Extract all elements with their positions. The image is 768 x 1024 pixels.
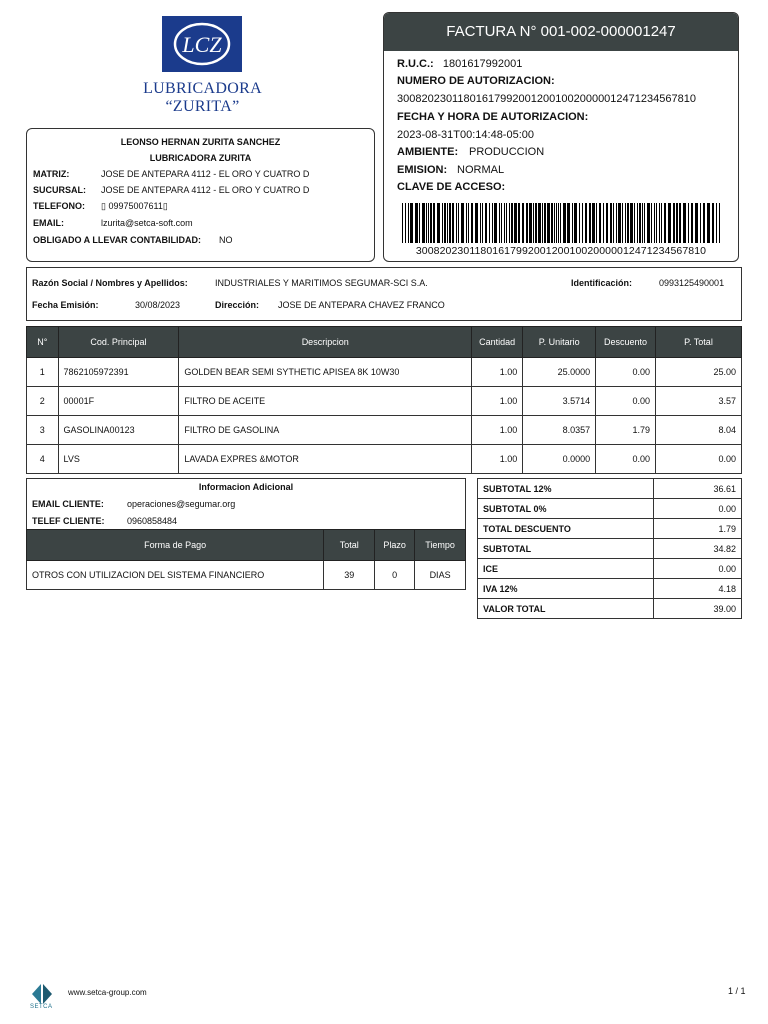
barcode-bar	[613, 203, 614, 243]
barcode-bar	[695, 203, 698, 243]
barcode-bar	[644, 203, 645, 243]
email-cliente-value: operaciones@segumar.org	[127, 499, 236, 509]
barcode-bar	[688, 203, 689, 243]
barcode-bar	[511, 203, 513, 243]
barcode-bar	[442, 203, 443, 243]
total-label: TOTAL DESCUENTO	[478, 519, 654, 539]
barcode	[402, 203, 722, 243]
barcode-bar	[480, 203, 481, 243]
barcode-bar	[700, 203, 701, 243]
telef-cliente-label: TELEF CLIENTE:	[32, 516, 105, 526]
emision-label: EMISION:	[397, 164, 448, 176]
barcode-bar	[499, 203, 500, 243]
barcode-bar	[402, 203, 403, 243]
footer-brand: SETCA	[30, 1004, 53, 1010]
cell-desc: GOLDEN BEAR SEMI SYTHETIC APISEA 8K 10W30	[179, 358, 472, 387]
col-forma-pago: Forma de Pago	[27, 530, 324, 561]
total-label: SUBTOTAL 0%	[478, 499, 654, 519]
total-value: 1.79	[654, 519, 742, 539]
barcode-bar	[654, 203, 655, 243]
issuer-owner: LEONSO HERNAN ZURITA SANCHEZ	[120, 137, 281, 147]
cell-forma-pago: OTROS CON UTILIZACION DEL SISTEMA FINANCIERO	[27, 561, 324, 590]
id-label: Identificación:	[571, 278, 633, 288]
total-value: 4.18	[654, 579, 742, 599]
total-value: 34.82	[654, 539, 742, 559]
matriz-label: MATRIZ:	[33, 169, 70, 179]
barcode-bar	[647, 203, 650, 243]
barcode-bar	[489, 203, 490, 243]
cell-desc: FILTRO DE GASOLINA	[179, 416, 472, 445]
logo-letters: LCZ	[182, 32, 222, 57]
cell-plazo: 0	[375, 561, 415, 590]
issuer-business: LUBRICADORA ZURITA	[149, 153, 252, 163]
barcode-bar	[466, 203, 467, 243]
barcode-bar	[603, 203, 604, 243]
clave-label: CLAVE DE ACCESO:	[397, 181, 506, 193]
cell-cod: GASOLINA00123	[58, 416, 179, 445]
barcode-bar	[444, 203, 446, 243]
sucursal-label: SUCURSAL:	[33, 185, 86, 195]
barcode-bar	[415, 203, 418, 243]
cell-ptotal: 25.00	[655, 358, 741, 387]
razon-label: Razón Social / Nombres y Apellidos:	[32, 278, 188, 288]
barcode-bar	[485, 203, 487, 243]
id-value: 0993125490001	[659, 278, 725, 288]
cell-desc: LAVADA EXPRES &MOTOR	[179, 445, 472, 474]
col-desc: Descripcion	[179, 327, 472, 358]
barcode-bar	[522, 203, 524, 243]
barcode-bar	[639, 203, 641, 243]
ambiente-label: AMBIENTE:	[397, 146, 459, 158]
barcode-bar	[475, 203, 478, 243]
barcode-bar	[642, 203, 643, 243]
ambiente-value: PRODUCCION	[469, 146, 545, 158]
table-row	[27, 561, 466, 590]
barcode-bar	[547, 203, 550, 243]
barcode-bar	[691, 203, 693, 243]
cell-desc: FILTRO DE ACEITE	[179, 387, 472, 416]
table-row	[27, 387, 742, 416]
barcode-bar	[719, 203, 720, 243]
telefono-value: ▯ 09975007611▯	[101, 201, 168, 211]
totals-row	[478, 519, 742, 539]
barcode-bar	[606, 203, 608, 243]
barcode-bar	[554, 203, 555, 243]
barcode-bar	[535, 203, 537, 243]
barcode-bar	[616, 203, 617, 243]
barcode-bar	[661, 203, 662, 243]
sucursal-value: JOSE DE ANTEPARA 4112 - EL ORO Y CUATRO D	[101, 185, 310, 195]
barcode-bar	[514, 203, 517, 243]
barcode-bar	[579, 203, 580, 243]
barcode-bar	[501, 203, 502, 243]
barcode-bar	[634, 203, 635, 243]
barcode-bar	[408, 203, 409, 243]
contabilidad-value: NO	[219, 235, 233, 245]
barcode-bar	[618, 203, 621, 243]
cell-cant: 1.00	[472, 445, 523, 474]
total-label: SUBTOTAL 12%	[478, 479, 654, 499]
barcode-bar	[518, 203, 520, 243]
cell-num: 1	[27, 358, 59, 387]
col-punit: P. Unitario	[523, 327, 596, 358]
cell-cant: 1.00	[472, 387, 523, 416]
ruc-label: R.U.C.:	[397, 58, 434, 70]
table-row	[27, 358, 742, 387]
direccion-label: Dirección:	[215, 300, 260, 310]
page-number: 1 / 1	[728, 986, 746, 996]
totals-row	[478, 579, 742, 599]
barcode-bar	[659, 203, 660, 243]
barcode-bar	[482, 203, 483, 243]
col-cant: Cantidad	[472, 327, 523, 358]
contabilidad-label: OBLIGADO A LLEVAR CONTABILIDAD:	[33, 235, 201, 245]
barcode-bar	[558, 203, 559, 243]
cell-num: 3	[27, 416, 59, 445]
total-label: VALOR TOTAL	[478, 599, 654, 619]
cell-punit: 3.5714	[523, 387, 596, 416]
matriz-value: JOSE DE ANTEPARA 4112 - EL ORO Y CUATRO D	[101, 169, 310, 179]
totals-row	[478, 539, 742, 559]
barcode-bar	[437, 203, 440, 243]
barcode-bar	[673, 203, 675, 243]
fecha-aut-label: FECHA Y HORA DE AUTORIZACION:	[397, 111, 589, 123]
email-cliente-label: EMAIL CLIENTE:	[32, 499, 104, 509]
barcode-bar	[625, 203, 626, 243]
fecha-emision-label: Fecha Emisión:	[32, 300, 99, 310]
barcode-bar	[456, 203, 457, 243]
invoice-box	[383, 12, 739, 262]
razon-value: INDUSTRIALES Y MARITIMOS SEGUMAR-SCI S.A.	[215, 278, 428, 288]
barcode-bar	[627, 203, 629, 243]
cell-cant: 1.00	[472, 416, 523, 445]
barcode-bar	[572, 203, 573, 243]
barcode-bar	[716, 203, 717, 243]
barcode-bar	[651, 203, 652, 243]
barcode-bar	[542, 203, 543, 243]
barcode-bar	[419, 203, 420, 243]
cell-ptotal: 8.04	[655, 416, 741, 445]
company-name: LUBRICADORA “ZURITA”	[143, 80, 262, 115]
totals-row	[478, 559, 742, 579]
barcode-bar	[426, 203, 427, 243]
barcode-bar	[683, 203, 686, 243]
barcode-bar	[504, 203, 505, 243]
barcode-bar	[492, 203, 493, 243]
info-title: Informacion Adicional	[198, 482, 294, 492]
barcode-bar	[410, 203, 413, 243]
barcode-bar	[599, 203, 601, 243]
barcode-bar	[529, 203, 532, 243]
barcode-bar	[468, 203, 469, 243]
barcode-bar	[430, 203, 432, 243]
cell-descuento: 0.00	[596, 445, 656, 474]
totals-row	[478, 599, 742, 619]
barcode-bar	[447, 203, 448, 243]
barcode-bar	[563, 203, 566, 243]
autorizacion-value: 3008202301180161799200120010020000012471234567810	[397, 93, 696, 105]
barcode-bar	[574, 203, 577, 243]
barcode-bar	[703, 203, 705, 243]
barcode-bar	[509, 203, 510, 243]
barcode-bar	[585, 203, 587, 243]
table-row	[27, 445, 742, 474]
cell-descuento: 0.00	[596, 358, 656, 387]
totals-table	[477, 478, 742, 619]
col-cod: Cod. Principal	[58, 327, 179, 358]
total-label: IVA 12%	[478, 579, 654, 599]
cell-num: 2	[27, 387, 59, 416]
setca-logo-icon	[30, 982, 54, 1006]
cell-ptotal: 3.57	[655, 387, 741, 416]
telef-cliente-value: 0960858484	[127, 516, 178, 526]
barcode-bar	[544, 203, 546, 243]
barcode-bar	[506, 203, 507, 243]
footer-url[interactable]: www.setca-group.com	[68, 988, 147, 997]
barcode-bar	[494, 203, 497, 243]
autorizacion-label: NUMERO DE AUTORIZACION:	[397, 75, 555, 87]
barcode-bar	[582, 203, 583, 243]
cell-punit: 0.0000	[523, 445, 596, 474]
barcode-bar	[533, 203, 534, 243]
additional-info-box	[26, 478, 466, 532]
barcode-bar	[433, 203, 435, 243]
barcode-bar	[596, 203, 597, 243]
items-header-row	[27, 327, 742, 358]
barcode-bar	[592, 203, 595, 243]
barcode-bar	[589, 203, 591, 243]
barcode-bar	[405, 203, 406, 243]
barcode-bar	[428, 203, 429, 243]
payment-table	[26, 529, 466, 590]
barcode-bar	[679, 203, 681, 243]
total-value: 0.00	[654, 499, 742, 519]
totals-row	[478, 479, 742, 499]
col-ptotal: P. Total	[655, 327, 741, 358]
cell-descuento: 0.00	[596, 387, 656, 416]
cell-cant: 1.00	[472, 358, 523, 387]
clave-value: 3008202301180161799200120010020000012471234567810	[415, 245, 707, 257]
company-logo	[162, 16, 242, 72]
barcode-bar	[610, 203, 612, 243]
invoice-title: FACTURA N° 001-002-000001247	[384, 13, 738, 51]
barcode-bar	[471, 203, 473, 243]
col-desc-amt: Descuento	[596, 327, 656, 358]
direccion-value: JOSE DE ANTEPARA CHAVEZ FRANCO	[278, 300, 445, 310]
emision-value: NORMAL	[457, 164, 505, 176]
fecha-emision-value: 30/08/2023	[135, 300, 181, 310]
barcode-bar	[458, 203, 459, 243]
barcode-bar	[676, 203, 678, 243]
barcode-bar	[526, 203, 528, 243]
issuer-box	[26, 128, 375, 262]
total-value: 0.00	[654, 559, 742, 579]
barcode-bar	[567, 203, 570, 243]
total-value: 39.00	[654, 599, 742, 619]
barcode-bar	[656, 203, 657, 243]
col-plazo: Plazo	[375, 530, 415, 561]
col-total: Total	[324, 530, 375, 561]
barcode-bar	[707, 203, 710, 243]
cell-num: 4	[27, 445, 59, 474]
items-table	[26, 326, 742, 474]
barcode-bar	[668, 203, 671, 243]
barcode-bar	[538, 203, 541, 243]
total-value: 36.61	[654, 479, 742, 499]
ruc-value: 1801617992001	[442, 58, 523, 70]
cell-descuento: 1.79	[596, 416, 656, 445]
cell-cod: 7862105972391	[58, 358, 179, 387]
cell-cod: 00001F	[58, 387, 179, 416]
barcode-bar	[664, 203, 666, 243]
cell-ptotal: 0.00	[655, 445, 741, 474]
total-label: ICE	[478, 559, 654, 579]
barcode-bar	[551, 203, 553, 243]
barcode-bar	[622, 203, 623, 243]
email-value: lzurita@setca-soft.com	[101, 218, 193, 228]
payment-header-row	[27, 530, 466, 561]
customer-box	[26, 267, 742, 321]
barcode-bar	[449, 203, 451, 243]
totals-row	[478, 499, 742, 519]
total-label: SUBTOTAL	[478, 539, 654, 559]
cell-tiempo: DIAS	[415, 561, 466, 590]
barcode-bar	[630, 203, 633, 243]
col-tiempo: Tiempo	[415, 530, 466, 561]
cell-cod: LVS	[58, 445, 179, 474]
barcode-bar	[556, 203, 557, 243]
barcode-bar	[637, 203, 638, 243]
fecha-aut-value: 2023-08-31T00:14:48-05:00	[397, 129, 534, 141]
cell-punit: 8.0357	[523, 416, 596, 445]
cell-total: 39	[324, 561, 375, 590]
email-label: EMAIL:	[33, 218, 64, 228]
telefono-label: TELEFONO:	[33, 201, 85, 211]
barcode-bar	[452, 203, 454, 243]
col-num: N°	[27, 327, 59, 358]
barcode-bar	[560, 203, 561, 243]
table-row	[27, 416, 742, 445]
cell-punit: 25.0000	[523, 358, 596, 387]
barcode-bar	[461, 203, 464, 243]
barcode-bar	[712, 203, 714, 243]
barcode-bar	[422, 203, 425, 243]
